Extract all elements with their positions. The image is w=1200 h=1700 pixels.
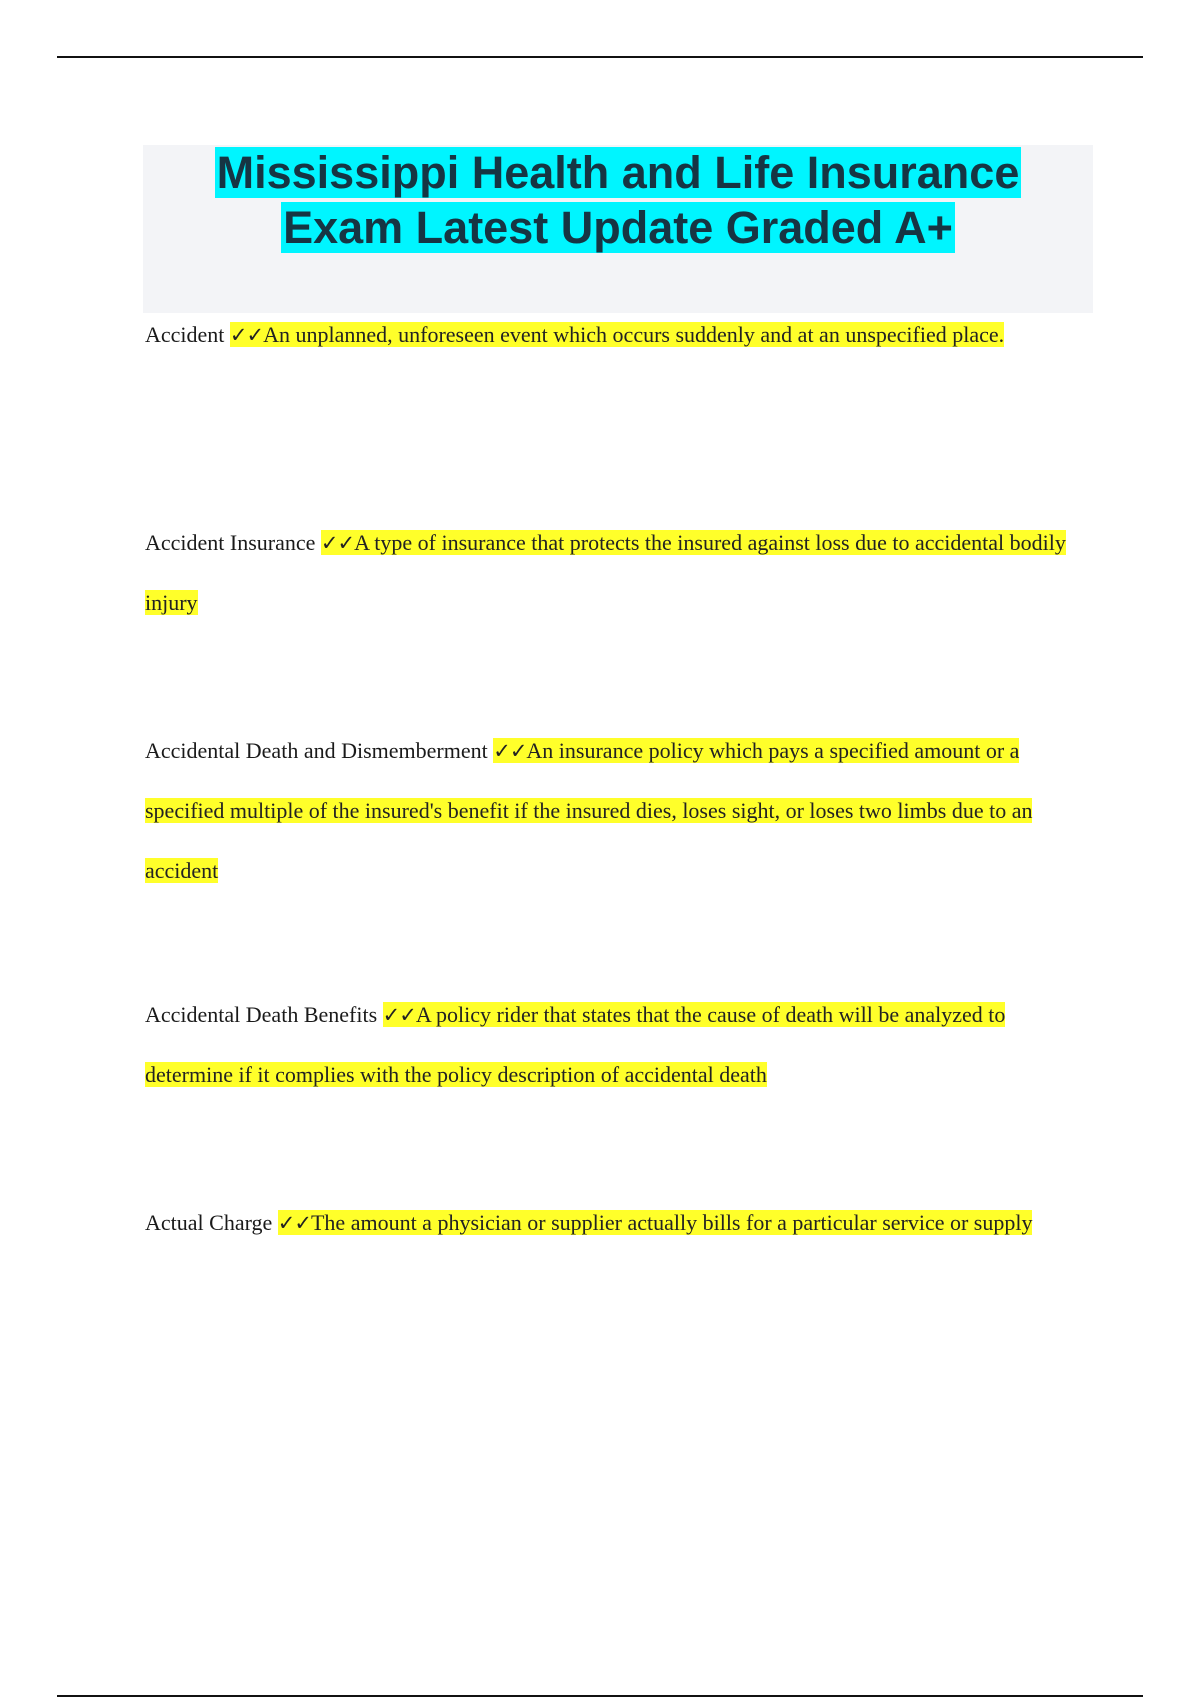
entry-term: Actual Charge <box>145 1210 273 1235</box>
glossary-entry <box>145 985 1080 1105</box>
check-mark-icon: ✓✓ <box>229 323 264 347</box>
entry-definition <box>230 322 1004 347</box>
entry-term: Accident Insurance <box>145 530 316 555</box>
title-line-1: Mississippi Health and Life Insurance <box>216 147 1020 198</box>
check-mark-icon: ✓✓ <box>493 739 527 763</box>
document-title <box>143 145 1093 255</box>
entry-term: Accidental Death Benefits <box>145 1002 378 1027</box>
title-banner <box>143 145 1093 313</box>
entry-definition-text: An insurance policy which pays a specified amount or a specified multiple of the insured's benefit if the insured dies, loses sight, or loses two limbs due to an accident <box>145 738 1033 883</box>
check-mark-icon: ✓✓ <box>382 1003 416 1027</box>
entry-definition-text: A policy rider that states that the cause of death will be analyzed to determine if it complies with the policy description of accidental death <box>145 1002 1006 1087</box>
check-mark-icon: ✓✓ <box>320 531 355 555</box>
entry-term: Accident <box>145 322 225 347</box>
entry-term: Accidental Death and Dismemberment <box>145 738 488 763</box>
entry-definition-text: The amount a physician or supplier actually bills for a particular service or supply <box>310 1210 1033 1235</box>
page-bottom-rule <box>57 1695 1143 1697</box>
title-line-2: Exam Latest Update Graded A+ <box>283 202 953 253</box>
entry-definition-text: An unplanned, unforeseen event which occurs suddenly and at an unspecified place. <box>263 322 1005 347</box>
entry-definition <box>278 1210 1033 1235</box>
check-mark-icon: ✓✓ <box>277 1211 311 1235</box>
glossary-entry <box>145 513 1080 633</box>
glossary-entry <box>145 1193 1080 1253</box>
glossary-entry <box>145 305 1080 365</box>
page-top-rule <box>57 56 1143 58</box>
glossary-entry <box>145 721 1080 901</box>
entry-definition-text: A type of insurance that protects the insured against loss due to accidental bodily injury <box>145 530 1066 615</box>
